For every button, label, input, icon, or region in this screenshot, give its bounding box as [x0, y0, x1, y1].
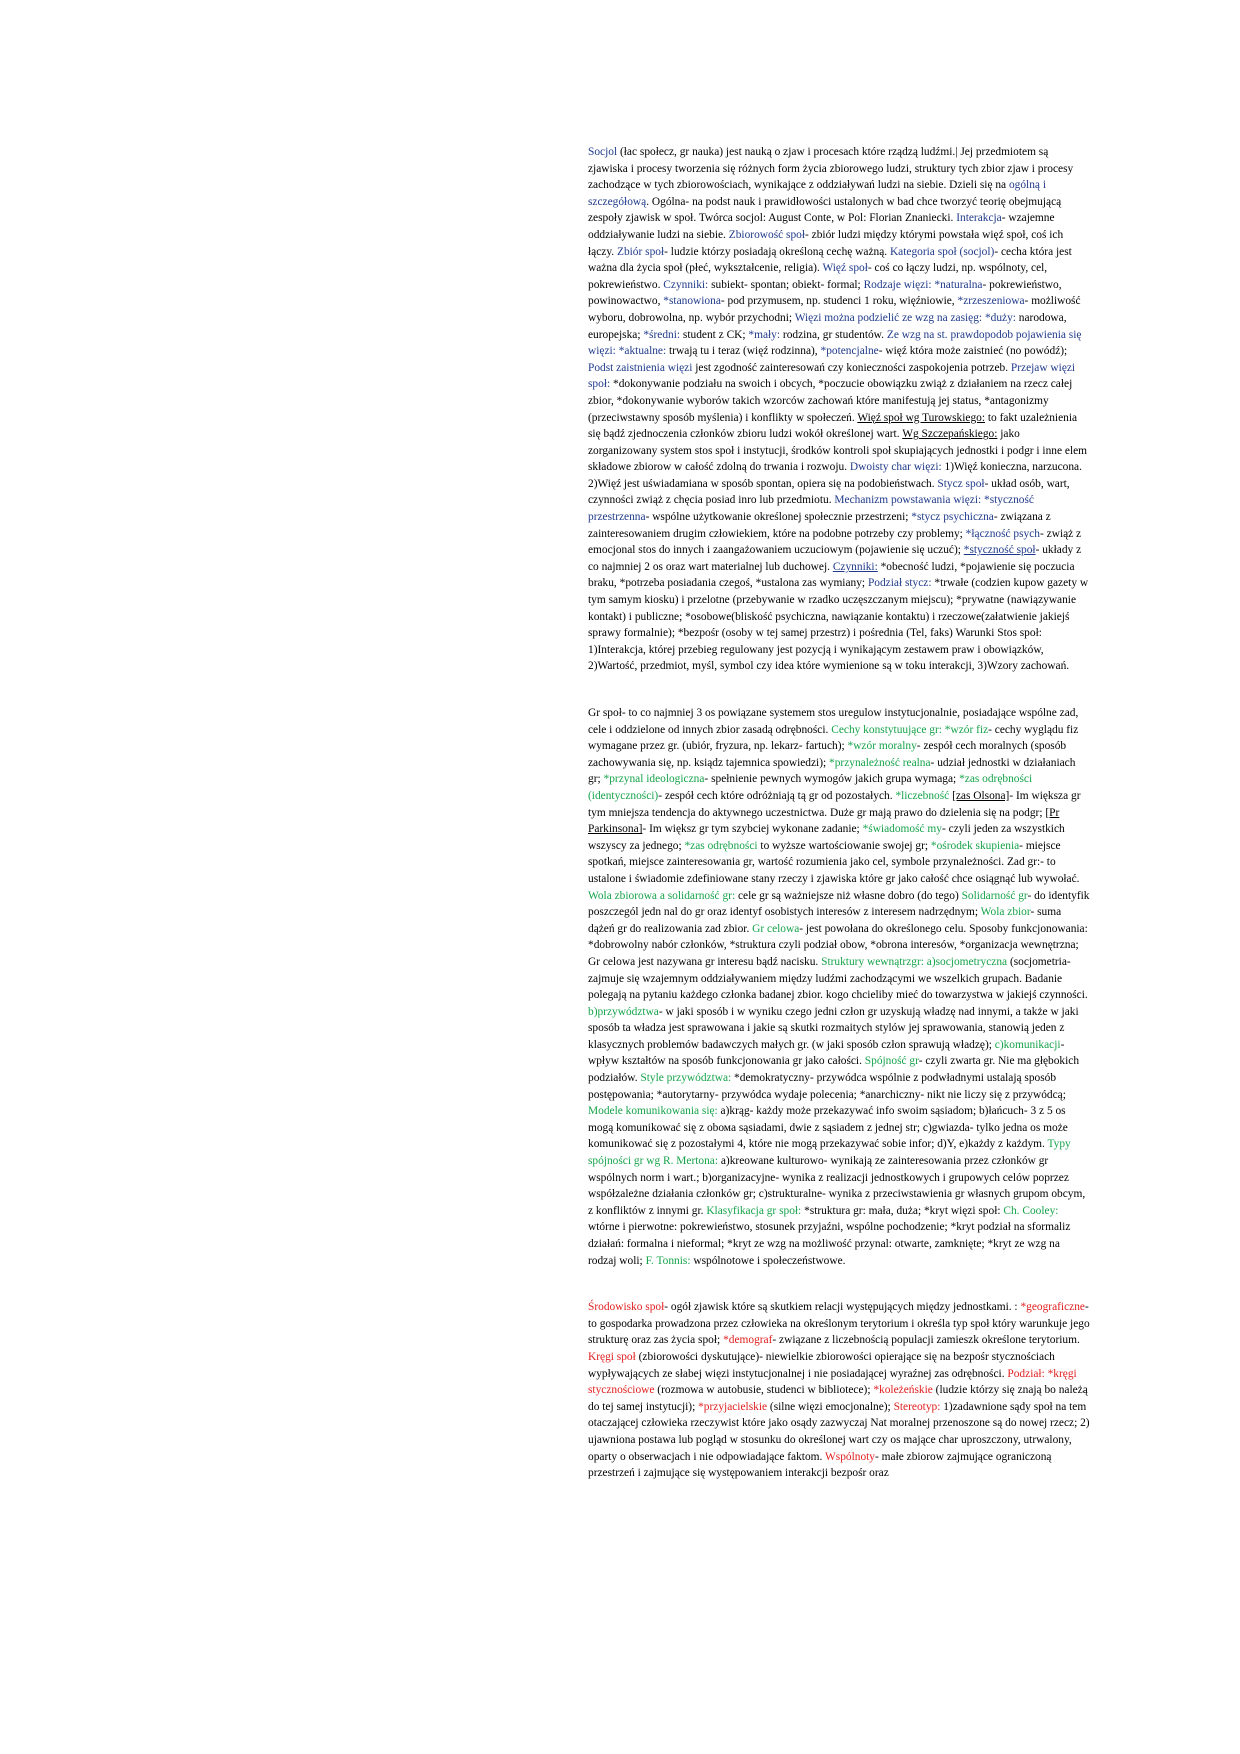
highlighted-term: *zas odrębności — [684, 839, 758, 852]
highlighted-term: c)komunikacji — [994, 1038, 1061, 1051]
highlighted-term: Zbiór społ — [616, 245, 665, 258]
text-run: - zbiór ludzi między którymi powstała więź społ, coś ich łączy. — [588, 228, 1064, 258]
text-run: narodowa, europejska; — [588, 311, 1067, 341]
highlighted-term: Rodzaje więzi: *naturalna — [863, 278, 983, 291]
text-run: 1)zadawnione sądy społ na tem otaczającej człowieka rzeczywist które jako osądy zazwyczaj Nat moralnej przenoszone są do nowej rzecz; 2) ujawniona postawa lub pogląd w stosunku do określonej wart czy os mające char uproszczony, utrwalony, oparty o obserwacjach i nie odpowiadające faktom. — [588, 1400, 1090, 1463]
highlighted-term: b)przywództwa — [588, 1005, 659, 1018]
highlighted-term: Struktury wewnątrzgr: a)socjometryczna — [821, 955, 1008, 968]
text-run: - więź która może zaistnieć (no powódź); — [878, 345, 1068, 358]
text-run: - czyli jeden za wszystkich wszyscy za jednego; — [588, 823, 1065, 852]
highlighted-term: *świadomość my — [862, 823, 942, 836]
text-run: trwają tu i teraz (więź rodzinna), — [666, 345, 821, 358]
text-run: *demokratyczny- przywódca wspólnie z podwładnymi ustalają sposób postępowania; *autorytarny- przywódca wydaje polecenia; *anarchiczny- nikt nie liczy się z przywódcą; — [588, 1072, 1066, 1101]
highlighted-term: *stanowiona — [663, 295, 721, 308]
text-run: - zespół cech które odróżniają tą gr od pozostałych. — [658, 789, 896, 802]
text-run: . Ogólna- na podst nauk i prawidłowości ustalonych w bad chce tworzyć teorię obejmującą zespoły zjawisk w społ. Twórca socjol: August Conte, w Pol: Florian Znaniecki. — [588, 195, 1062, 225]
text-run: - wspólne użytkowanie określonej społecznie przestrzeni; — [645, 511, 912, 524]
highlighted-term: *przynależność realna — [829, 756, 931, 769]
highlighted-term: Dwoisty char więzi: — [849, 461, 942, 474]
text-run: - czyli zwarta gr. Nie ma głębokich podziałów. — [588, 1055, 1080, 1085]
text-run: rodzina, gr studentów. — [780, 328, 887, 341]
highlighted-term: Ch. Cooley: — [1003, 1204, 1059, 1217]
text-run: - wzajemne oddziaływanie ludzi na siebie. — [588, 212, 1055, 241]
highlighted-term: Ze wzg na st. prawdopodob pojawienia się więzi: — [588, 328, 1082, 358]
text-run: subiekt- spontan; obiekt- formal; — [708, 278, 864, 291]
highlighted-term: *wzór moralny — [847, 740, 917, 753]
text-run: *trwałe (codzien kupow gazety w tym samym kiosku) i przelotne (przebywanie w rzadko uczęszczanym miejscu); *prywatne (nawiązywanie kontakt) i publiczne; *osobowe(bliskość psychiczna, nawiązanie kontaktu) i rzeczowe(załatwienie jakiejś sprawy formalnie); *bezpośr (osoby w tej samej przestrz) i pośrednia (Tel, faks) Warunki Stos społ: 1)Interakcja, której przebieg regulowany jest pozycją i wynikającym zestawem praw i obowiązków, 2)Wartość, przedmiot, myśl, symbol czy idea które wymienione są w toku interakcji, 3)Wzory zachowań. — [588, 577, 1089, 673]
highlighted-term: *stycz psychiczna — [911, 511, 994, 524]
highlighted-term: F. Tonnis: — [645, 1254, 691, 1267]
text-run: - pod przymusem, np. studenci 1 roku, więźniowie, — [720, 295, 958, 308]
highlighted-term: Czynniki: — [663, 278, 709, 291]
highlighted-term: Czynniki: — [832, 560, 878, 573]
text-run: [zas Olsona] — [952, 789, 1010, 802]
highlighted-term: Typy spójności gr wg R. Mertona: — [588, 1138, 1071, 1168]
text-run: *obecność ludzi, *pojawienie się poczucia braku, *potrzeba posiadania czegoś, *ustalona zas wymiany; — [588, 560, 1075, 590]
highlighted-term: Wola zbior — [980, 906, 1031, 919]
text-run: to fakt uzależnienia się bądź zjednoczenia członków zbioru ludzi wokół określonej wart. — [588, 411, 1078, 441]
highlighted-term: *geograficzne — [1020, 1301, 1085, 1314]
highlighted-term: *zrzeszeniowa — [957, 295, 1025, 308]
text-run: - pokrewieństwo, powinowactwo, — [588, 278, 1062, 308]
highlighted-term: *ośrodek skupienia — [930, 839, 1020, 852]
paragraph-grupa-spoleczna — [588, 705, 1090, 1269]
text-run: [Pr Parkinsona] — [588, 806, 1060, 836]
highlighted-term: *przynal ideologiczna — [603, 773, 705, 786]
highlighted-term: Podział stycz: — [867, 577, 932, 590]
highlighted-term: Klasyfikacja gr społ: — [706, 1204, 802, 1217]
text-run: - wpływ kształtów na sposób funkcjonowania gr jako całości. — [588, 1038, 1065, 1068]
paragraph-socjologia — [588, 144, 1090, 675]
highlighted-term: ogólną i szczegółową — [588, 179, 1046, 208]
paragraph-srodowisko-spoleczne — [588, 1299, 1090, 1482]
highlighted-term: *zas odrębności (identyczności) — [588, 773, 1033, 802]
text-run: - małe zbiorow zajmujące ograniczoną przestrzeń i zajmujące się występowaniem interakcji bezpośr oraz — [588, 1450, 1052, 1480]
text-run: - spełnienie pewnych wymogów jakich grupa wymaga; — [704, 773, 960, 786]
highlighted-term: *aktualne: — [618, 345, 667, 358]
highlighted-term: Gr celowa — [752, 922, 800, 935]
text-run: - coś co łączy ludzi, np. wspólnoty, cel, pokrewieństwo. — [588, 262, 1048, 291]
text-run: - w jaki sposób i w wyniku czego jedni człon gr uzyskują władzę nad innymi, a także w jaki sposób ta władza jest sprawowana i jakie są skutki rozmaitych stylów jej sprawowania, stanowią jeden z klasycznych problemów badawczych małych gr. (w jaki sposób człon sprawują władzę); — [588, 1005, 1079, 1051]
highlighted-term: Podst zaistnienia więzi — [588, 361, 693, 374]
text-run: (zbiorowości dyskutujące)- niewielkie zbiorowości opierające się na bezpośr stycznościach wypływających ze słabej więzi instytucjonalnej i nie posiadającej wyraźnej zas odrębności. — [588, 1350, 1055, 1380]
text-run: Więź społ wg Turowskiego: — [857, 411, 986, 424]
text-run: - Im większ gr tym szybciej wykonane zadanie; — [642, 823, 863, 836]
text-run: a)kreowane kulturowo- wynikają ze zainteresowania przez członków gr wspólnych norm i wart.; b)organizacyjne- wynika z realizacji jednostkowych i grupowych celów poprzez współzależne działania członków gr; c)strukturalne- wynika z przeciwstawienia gr własnych grupom obcym, z konfliktów z innymi gr. — [588, 1155, 1086, 1217]
text-run: - cecha która jest ważna dla życia społ (płeć, wykształcenie, religia). — [588, 245, 1072, 275]
highlighted-term: Wola zbiorowa a solidarność gr: — [588, 889, 736, 902]
text-run: wtórne i pierwotne: pokrewieństwo, stosunek przyjaźni, wspólne pochodzenie; *kryt podział na sformaliz działań: formalna i nieformal; *kryt ze wzg na możliwość przynal: otwarte, zamknięte; *kryt ze wzg na rodzaj woli; — [588, 1221, 1071, 1267]
highlighted-term: Modele komunikowania się: — [588, 1105, 718, 1118]
highlighted-term: *styczność społ — [963, 544, 1036, 557]
highlighted-term: *średni: — [643, 328, 681, 341]
highlighted-term: Przejaw więzi społ: — [588, 361, 1076, 391]
highlighted-term: *przyjacielskie — [698, 1400, 768, 1413]
text-run: - udział jednostki w działaniach gr; — [588, 756, 1076, 786]
text-run: - związana z zainteresowaniem drugim człowiekiem, które na podobne potrzeby czy problemy; — [588, 511, 1051, 540]
text-run: - suma dążeń gr do realizowania zad zbior. — [588, 906, 1062, 935]
highlighted-term: Wspólnoty — [825, 1450, 876, 1463]
text-run: jako zorganizowany system stos społ i instytucji, środków kontroli społ skupiających jednostki i podgr i inne elem składowe zbiorow w całość zdolną do trwania i rozwoju. — [588, 428, 1088, 474]
highlighted-term: Socjol — [588, 146, 620, 158]
text-run: (łac społecz, gr nauka) jest nauką o zjaw i procesach które rządzą ludźmi.| Jej przedmiotem są zjawiska i procesy tworzenia się różnych form życia zbiorowego ludzi, struktury tych zbior zjaw i procesy zachodzące w tych zbiorowościach, wynikające z oddziaływań ludzi na siebie. Dzieli się na — [588, 146, 1074, 192]
highlighted-term: Więź społ — [822, 262, 868, 275]
text-run: - do identyfik poszczegól jedn nal do gr oraz identyf osobistych interesów z interesem nadrzędnym; — [588, 889, 1090, 919]
text-run: student z CK; — [680, 328, 749, 341]
highlighted-term: *mały: — [748, 328, 781, 341]
highlighted-term: Mechanizm powstawania więzi: *styczność przestrzenna — [588, 494, 1034, 524]
highlighted-term: *koleżeńskie — [873, 1384, 933, 1397]
text-run: - jest powołana do określonego celu. Sposoby funkcjonowania: *dobrowolny nabór członków, *struktura czyli podział obow, *obrona interesów, *organizacja wewnętrzna; Gr celowa jest nazywana gr interesu bądź nacisku. — [588, 922, 1088, 968]
text-run: - ogół zjawisk które są skutkiem relacji występujących między jednostkami. : — [664, 1301, 1021, 1314]
text-run: - możliwość wyboru, dobrowolna, np. wybór przychodni; — [588, 295, 1081, 324]
text-run: jest zgodność zainteresowań czy konieczności zaspokojenia potrzeb. — [692, 361, 1011, 374]
highlighted-term: Style przywództwa: — [640, 1072, 732, 1085]
text-run: - miejsce spotkań, miejsce zainteresowania gr, wartość rozumienia jako cel, symbole przynależności. Zad gr:- to ustalone i świadomie zdefiniowane stany rzeczy i zjawiska które gr jako całość chce osiągnąć lub wywołać. — [588, 839, 1080, 885]
highlighted-term: Podział: *kręgi stycznościowe — [588, 1367, 1077, 1397]
text-run: to wyższe wartościowanie swojej gr; — [757, 839, 931, 852]
highlighted-term: *demograf — [723, 1334, 773, 1347]
text-run: (ludzie którzy się znają bo należą do tej samej instytucji); — [588, 1384, 1088, 1413]
text-run: - Im większa gr tym mniejsza tendencja do aktywnego uczestnictwa. Duże gr mają prawo do dzielenia się na podgr; — [588, 789, 1081, 819]
highlighted-term: *liczebność — [895, 789, 950, 802]
highlighted-term: Środowisko społ — [588, 1301, 665, 1314]
text-run: 1)Więź konieczna, narzucona. 2)Więź jest uświadamiana w sposób spontan, opiera się na podobieństwach. — [588, 461, 1082, 490]
highlighted-term: Kręgi społ — [588, 1350, 636, 1363]
highlighted-term: Cechy konstytuujące gr: *wzór fiz — [831, 723, 989, 736]
document-body — [588, 144, 1090, 1482]
highlighted-term: Stycz społ — [937, 477, 985, 490]
text-run: (silne więzi emocjonalne); — [767, 1400, 894, 1413]
text-run: *struktura gr: mała, duża; *kryt więzi społ: — [801, 1204, 1004, 1217]
text-run: (rozmowa w autobusie, studenci w bibliotece); — [654, 1384, 874, 1397]
text-run: cele gr są ważniejsze niż własne dobro (do tego) — [735, 889, 962, 902]
highlighted-term: Stereotyp: — [893, 1400, 941, 1413]
text-run: - zwiąż z emocjonal stos do innych i zaangażowaniem uczuciowym (pojawienie się uczuć); — [588, 527, 1082, 557]
highlighted-term: Zbiorowość społ — [728, 228, 806, 241]
text-run: - zespół cech moralnych (sposób zachowywania się, np. ksiądz tajemnica spowiedzi); — [588, 740, 1067, 769]
highlighted-term: *łączność psych — [965, 527, 1041, 540]
highlighted-term: Więzi można podzielić ze wzg na zasięg: *duży: — [794, 311, 1016, 324]
text-run: Gr społ- to co najmniej 3 os powiązane systemem stos uregulow instytucjonalnie, posiadające wspólne zad, cele i oddzielone od innych zbior zasadą odrębności. — [588, 707, 1079, 736]
text-run: Wg Szczepańskiego: — [902, 428, 998, 441]
text-run: - ludzie którzy posiadają określoną cechę ważną. — [664, 245, 890, 258]
text-run: - układy z co najmniej 2 os oraz wart materialnej lub duchowej. — [588, 544, 1082, 573]
highlighted-term: Solidarność gr — [961, 889, 1028, 902]
highlighted-term: Kategoria społ (socjol) — [889, 245, 995, 258]
text-run: a)krąg- każdy może przekazywać info swoim sąsiadom; b)łańcuch- 3 z 5 os mogą komunikować się z obома sąsiadami, dwie z sąsiadem z jednej str; c)gwiazda- tylko jedna os może komunikować się z pozostałymi 4, które nie mogą przekazywać sobie infor; d)Y, e)każdy z każdym. — [588, 1105, 1068, 1151]
text-run: *dokonywanie podziału na swoich i obcych, *poczucie obowiązku zwiąż z działaniem na rzecz całej zbior, *dokonywanie wyborów takich wzorców zachowań które manifestują jej status, *antagonizmy (przeciwstawny sposób myślenia) i konflikty w społeczeń. — [588, 378, 1073, 424]
text-run: - to gospodarka prowadzona przez człowieka na określonym terytorium i określa typ społ który warunkuje jego strukturę oraz zas życia społ; — [588, 1301, 1090, 1347]
text-run: (socjometria- zajmuje się wzajemnym oddziaływaniem między ludźmi zachodzącymi we wszelkich grupach. Badanie polegają na pytaniu każdego członka badanej zbior. kogo chcieliby mieć do towarzystwa w jakiejś czynności. — [588, 955, 1088, 1002]
text-run: - związane z liczebnością populacji zamieszk określone terytorium. — [772, 1334, 1080, 1347]
text-run: - cechy wyglądu fiz wymagane przez gr. (ubiór, fryzura, np. lekarz- fartuch); — [588, 723, 1079, 753]
text-run: wspólnotowe i społeczeństwowe. — [690, 1254, 846, 1267]
text-run: - układ osób, wart, czynności zwiąż z chęcia posiad inro lub przedmiotu. — [588, 477, 1070, 507]
highlighted-term: Spójność gr — [864, 1055, 919, 1068]
highlighted-term: Interakcja — [956, 212, 1002, 225]
highlighted-term: *potencjalne — [820, 345, 879, 358]
